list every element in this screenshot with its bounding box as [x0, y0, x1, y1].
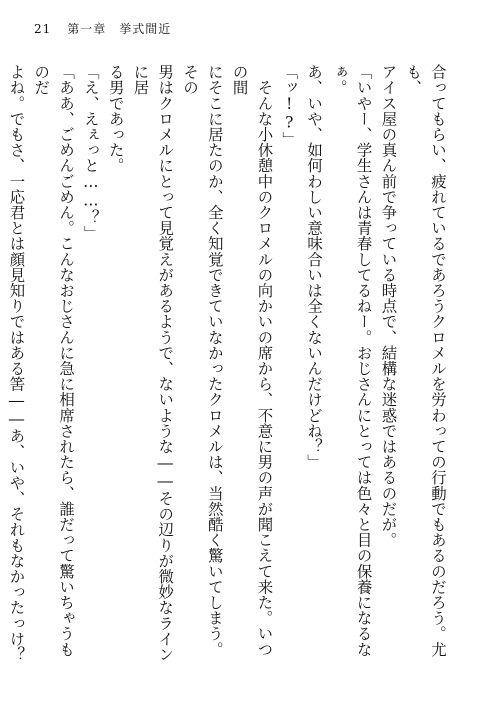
running-header — [34, 20, 171, 37]
page-number: 21 — [34, 22, 52, 36]
chapter-title: 第一章 挙式間近 — [67, 22, 172, 36]
novel-body-text: 合ってもらい、疲れているであろうクロメルを労わっての行動でもあるのだろう。尤も、 アイス屋の真ん前で争っている時点で、結構な迷惑ではあるのだが。 「いやー、学生さんは青春してるねー。おじさんにとっては色々と目の保養になるなぁ。 あ、いや、如何わしい意味合いは全くないんだけどね？」 「ッ!?」 そんな小休憩中のクロメルの向かいの席から、不意に男の声が聞こえて来た。いつの間 にそこに居たのか、全く知覚できていなかったクロメルは、当然酷く驚いてしまう。その 男はクロメルにとって見覚えがあるようで、ないような――その辺りが微妙なラインに居 る男であった。 「え、えぇっと……？」 「ああ、ごめんごめん。こんなおじさんに急に相席されたら、誰だって驚いちゃうものだ よね。でもさ、一応君とは顔見知りではある筈――あ、いや、それもなかったっけ？ — [7, 64, 447, 662]
